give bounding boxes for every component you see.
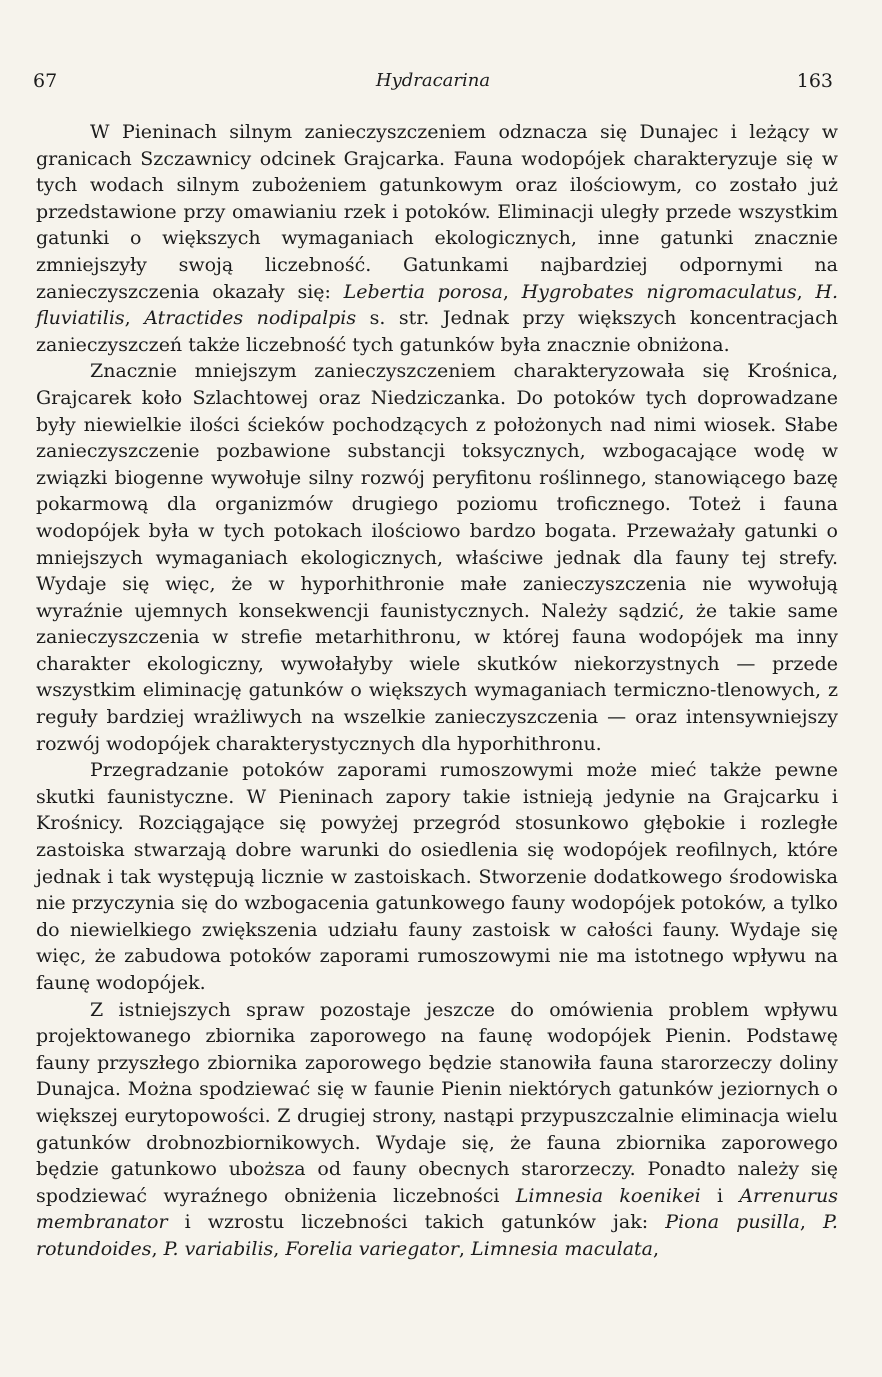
species-name: Lebertia porosa bbox=[343, 280, 503, 303]
page-number: 163 bbox=[796, 70, 833, 92]
text-run: , bbox=[273, 1237, 286, 1260]
text-run: i wzrostu liczebności takich gatunków jak: bbox=[167, 1211, 666, 1234]
species-name: Arrenurus membranator bbox=[36, 1184, 839, 1234]
left-page-number: 67 bbox=[33, 70, 58, 92]
text-run: , bbox=[458, 1237, 472, 1260]
text-run: , bbox=[151, 1237, 164, 1260]
species-name: Forelia variegator bbox=[285, 1237, 459, 1260]
text-run: , bbox=[799, 1211, 823, 1234]
species-name: H. fluviatilis bbox=[36, 280, 838, 330]
paragraph bbox=[36, 757, 838, 996]
body-text bbox=[36, 119, 838, 1263]
text-run: , bbox=[502, 280, 522, 303]
paragraph bbox=[36, 119, 838, 358]
species-name: P. rotundoides bbox=[36, 1211, 838, 1260]
text-run: , bbox=[796, 280, 816, 303]
text-run: , bbox=[124, 307, 145, 330]
paragraph bbox=[36, 358, 838, 757]
running-head bbox=[33, 70, 833, 100]
species-name: Piona pusilla bbox=[665, 1211, 800, 1234]
species-name: Atractides nodipalpis bbox=[144, 307, 357, 330]
running-title: Hydracarina bbox=[375, 70, 491, 91]
text-run: W Pieninach silnym zanieczyszczeniem odznacza się Dunajec i leżący w granicach Szczawnicy odcinek Grajcarka. Fauna wodopójek charakteryzuje się w tych wodach silnym zubożeniem gatunkowym oraz ilościowym, co zostało już przedstawione przy omawianiu rzek i potoków. Eliminacji uległy przede wszystkim gatunki o większych wymaganiach ekologicznych, inne gatunki znacznie zmniejszyły swoją liczebność. Gatunkami najbardziej odpornymi na zanieczyszczenia okazały się: bbox=[36, 121, 838, 303]
text-run: Znacznie mniejszym zanieczyszczeniem charakteryzowała się Krośnica, Grajcarek koło Szlachtowej oraz Niedziczanka. Do potoków tych doprowadzane były niewielkie ilości ścieków pochodzących z położonych nad nimi wiosek. Słabe zanieczyszczenie pozbawione substancji toksycznych, wzbogacające wodę w związki biogenne wywołuje silny rozwój peryfitonu roślinnego, stanowiącego bazę pokarmową dla organizmów drugiego poziomu troficznego. Toteż i fauna wodopójek była w tych potokach ilościowo bardzo bogata. Przeważały gatunki o mniejszych wymaganiach ekologicznych, właściwe jednak dla fauny tej strefy. Wydaje się więc, że w hyporhithronie małe zanieczyszczenia nie wywołują wyraźnie ujemnych konsekwencji faunistycznych. Należy sądzić, że takie same zanieczyszczenia w strefie metarhithronu, w której fauna wodopójek ma inny charakter ekologiczny, wywołałyby wiele skutków niekorzystnych — przede wszystkim eliminację gatunków o większych wymaganiach termiczno-tlenowych, z reguły bardziej wrażliwych na wszelkie zanieczyszczenia — oraz intensywniejszy rozwój wodopójek charakterystycznych dla hyporhithronu. bbox=[36, 360, 838, 755]
species-name: Hygrobates nigromaculatus bbox=[521, 280, 797, 303]
paragraph bbox=[36, 997, 838, 1263]
species-name: P. variabilis bbox=[163, 1237, 274, 1260]
text-run: , bbox=[653, 1237, 660, 1260]
text-run: Z istniejszych spraw pozostaje jeszcze do omówienia problem wpływu projektowanego zbiornika zaporowego na faunę wodopójek Pienin. Podstawę fauny przyszłego zbiornika zaporowego będzie stanowiła fauna starorzeczy doliny Dunajca. Można spodziewać się w faunie Pienin niektórych gatunków jeziornych o większej eurytopowości. Z drugiej strony, nastąpi przypuszczalnie eliminacja wielu gatunków drobnozbiornikowych. Wydaje się, że fauna zbiornika zaporowego będzie gatunkowo uboższa od fauny obecnych starorzeczy. Ponadto należy się spodziewać wyraźnego obniżenia liczebności bbox=[36, 998, 838, 1207]
species-name: Limnesia maculata bbox=[471, 1237, 653, 1260]
text-run: i bbox=[700, 1184, 740, 1207]
text-run: s. str. Jednak przy większych koncentracjach zanieczyszczeń także liczebność tych gatunków była znacznie obniżona. bbox=[36, 307, 838, 356]
text-run: Przegradzanie potoków zaporami rumoszowymi może mieć także pewne skutki faunistyczne. W Pieninach zapory takie istnieją jedynie na Grajcarku i Krośnicy. Rozciągające się powyżej przegród stosunkowo głębokie i rozległe zastoiska stwarzają dobre warunki do osiedlenia się wodopójek reofilnych, które jednak i tak występują licznie w zastoiskach. Stworzenie dodatkowego środowiska nie przyczynia się do wzbogacenia gatunkowego fauny wodopójek potoków, a tylko do niewielkiego zwiększenia udziału fauny zastoisk w całości fauny. Wydaje się więc, że zabudowa potoków zaporami rumoszowymi nie ma istotnego wpływu na faunę wodopójek. bbox=[36, 759, 838, 994]
species-name: Limnesia koenikei bbox=[515, 1184, 701, 1207]
